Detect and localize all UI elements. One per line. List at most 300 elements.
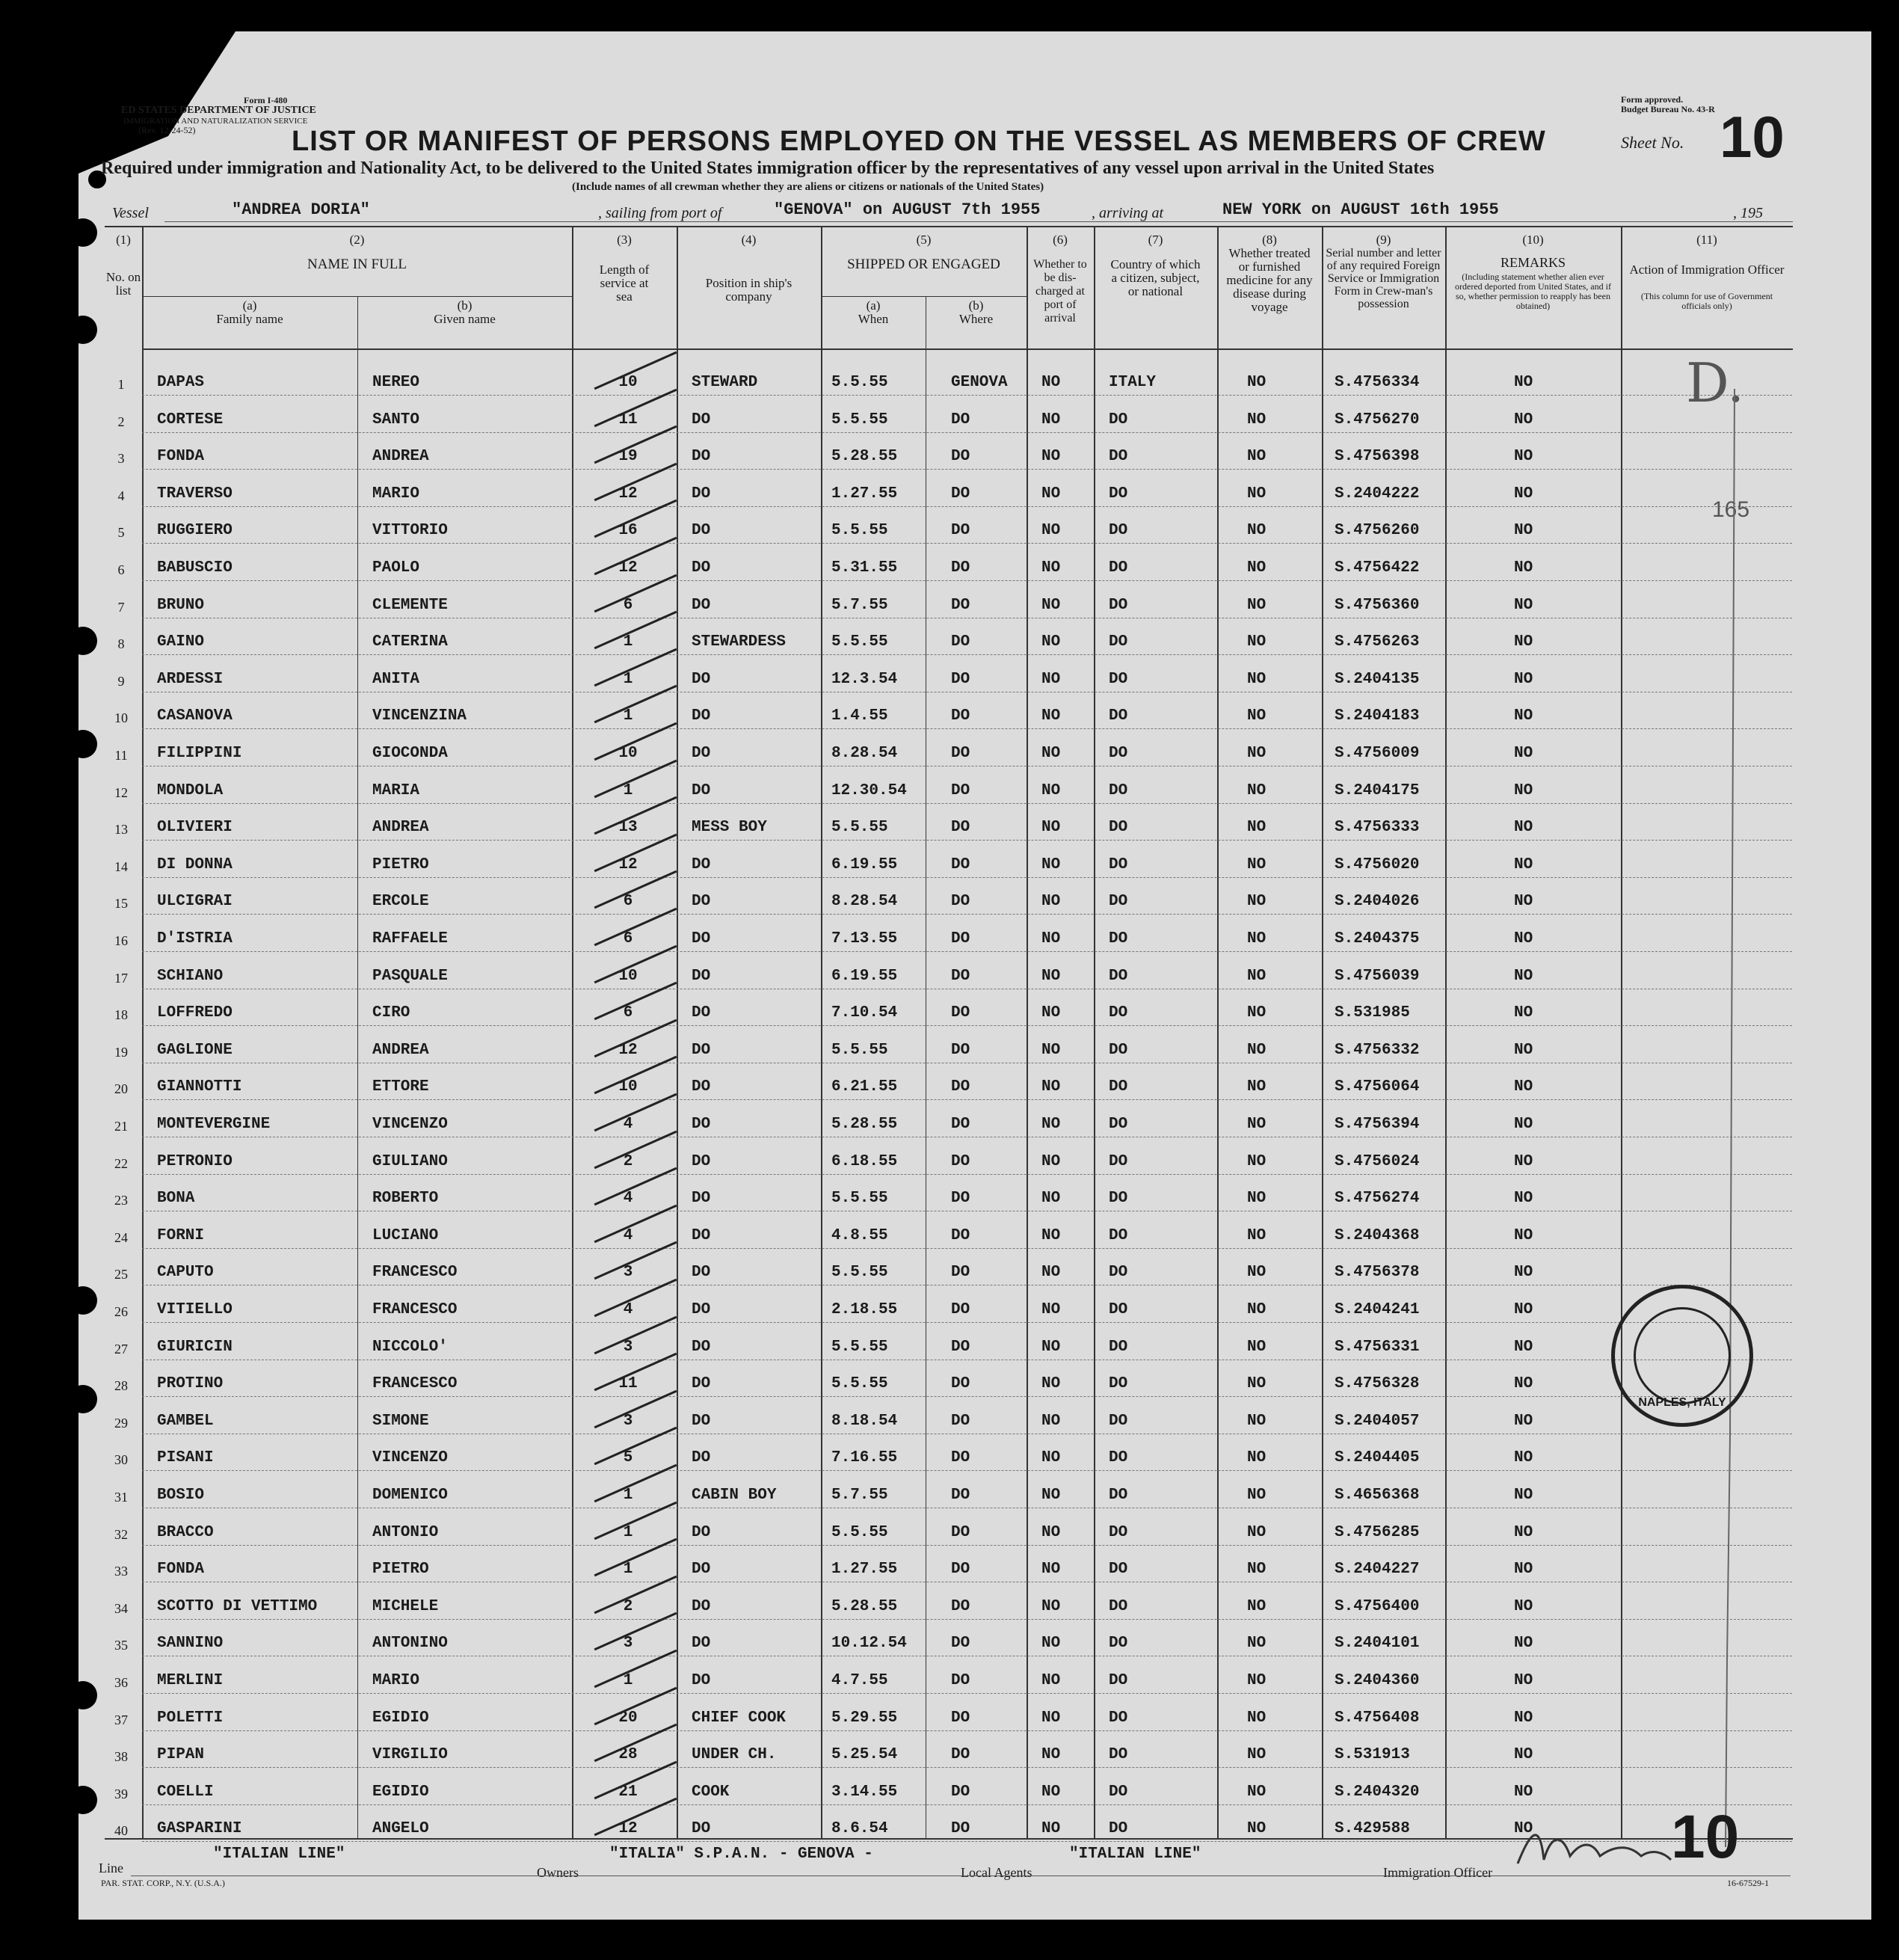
cell-years: 12 — [618, 1041, 638, 1059]
row-rule — [142, 728, 1792, 729]
cell-where: DO — [951, 411, 970, 428]
cell-years: 13 — [618, 819, 638, 837]
cell-position: MESS BOY — [692, 819, 767, 837]
cell-when: 8.28.54 — [831, 745, 898, 762]
agents-value: "ITALIAN LINE" — [1069, 1846, 1201, 1863]
cell-medicine: NO — [1247, 1635, 1266, 1653]
cell-where: DO — [951, 745, 970, 762]
col-divider — [572, 226, 573, 1838]
cell-family: SCHIANO — [157, 967, 224, 985]
cell-where: DO — [951, 1264, 970, 1282]
cell-given: ANTONIO — [372, 1523, 439, 1541]
cell-position: CABIN BOY — [692, 1487, 777, 1504]
row-rule — [142, 432, 1792, 433]
cell-when: 5.5.55 — [831, 1264, 888, 1282]
page-subtitle: Required under immigration and Nationality Act, to be delivered to the United States immigration officer by the representatives of any vessel upon arrival in the United States — [101, 159, 1435, 178]
cell-position: DO — [692, 1301, 711, 1318]
cell-medicine: NO — [1247, 1190, 1266, 1208]
cell-when: 5.29.55 — [831, 1709, 898, 1727]
cell-given: VITTORIO — [372, 522, 448, 540]
cell-position: DO — [692, 485, 711, 503]
cell-position: DO — [692, 1672, 711, 1689]
cell-when: 5.5.55 — [831, 1523, 888, 1541]
row-number: 27 — [114, 1341, 128, 1357]
cell-discharge: NO — [1041, 559, 1061, 577]
cell-discharge: NO — [1041, 1078, 1061, 1096]
cell-when: 5.7.55 — [831, 596, 888, 614]
cell-years: 1 — [623, 1487, 633, 1504]
row-number: 40 — [114, 1823, 128, 1839]
cell-country: DO — [1109, 819, 1128, 837]
cell-remarks: NO — [1514, 967, 1533, 985]
cell-family: FONDA — [157, 1561, 205, 1579]
col5b-heading: Where — [958, 312, 994, 326]
cell-family: BRACCO — [157, 1523, 214, 1541]
cell-given: EGIDIO — [372, 1783, 429, 1801]
cell-country: DO — [1109, 670, 1128, 688]
cell-position: DO — [692, 893, 711, 911]
cell-medicine: NO — [1247, 1338, 1266, 1356]
cell-medicine: NO — [1247, 1041, 1266, 1059]
cell-years: 1 — [623, 781, 633, 799]
cell-medicine: NO — [1247, 1375, 1266, 1393]
cell-medicine: NO — [1247, 1709, 1266, 1727]
cell-position: DO — [692, 448, 711, 466]
cell-remarks: NO — [1514, 855, 1533, 873]
cell-given: GIULIANO — [372, 1152, 448, 1170]
col11-number: (11) — [1696, 233, 1717, 247]
cell-discharge: NO — [1041, 855, 1061, 873]
cell-where: DO — [951, 448, 970, 466]
row-number: 32 — [114, 1526, 128, 1542]
immigration-stamp: NAPLES, ITALY — [1611, 1285, 1753, 1427]
cell-when: 6.19.55 — [831, 967, 898, 985]
cell-discharge: NO — [1041, 448, 1061, 466]
cell-where: DO — [951, 781, 970, 799]
cell-country: DO — [1109, 448, 1128, 466]
binder-hole — [69, 316, 97, 344]
cell-serial: S.2404368 — [1335, 1226, 1420, 1244]
cell-medicine: NO — [1247, 1820, 1266, 1838]
cell-where: DO — [951, 1152, 970, 1170]
cell-given: MARIO — [372, 485, 420, 503]
cell-medicine: NO — [1247, 1004, 1266, 1022]
cell-years: 4 — [623, 1190, 633, 1208]
cell-country: DO — [1109, 1264, 1128, 1282]
cell-years: 6 — [623, 596, 633, 614]
cell-where: DO — [951, 1041, 970, 1059]
cell-serial: S.4756408 — [1335, 1709, 1420, 1727]
cell-when: 10.12.54 — [831, 1635, 907, 1653]
cell-given: MARIA — [372, 781, 420, 799]
cell-given: ANDREA — [372, 448, 429, 466]
cell-family: GAINO — [157, 633, 205, 651]
margin-letter: D. — [1686, 351, 1745, 414]
row-number: 6 — [117, 562, 125, 577]
owners-value: "ITALIA" S.P.A.N. - GENOVA - — [609, 1846, 873, 1863]
cell-when: 5.5.55 — [831, 374, 888, 391]
cell-discharge: NO — [1041, 411, 1061, 428]
row-number: 35 — [114, 1638, 128, 1653]
cell-position: DO — [692, 1820, 711, 1838]
cell-remarks: NO — [1514, 1004, 1533, 1022]
cell-position: DO — [692, 411, 711, 428]
col2-heading: NAME IN FULL — [307, 256, 407, 272]
cell-family: SANNINO — [157, 1635, 224, 1653]
col-divider — [1621, 226, 1622, 1838]
cell-when: 5.5.55 — [831, 1338, 888, 1356]
col11-note: (This column for use of Government officials only) — [1640, 291, 1773, 311]
cell-years: 3 — [623, 1635, 633, 1653]
cell-given: ROBERTO — [372, 1190, 439, 1208]
cell-years: 10 — [618, 1078, 638, 1096]
cell-serial: S.4756394 — [1335, 1116, 1420, 1133]
cell-serial: S.4756020 — [1335, 855, 1420, 873]
cell-serial: S.531985 — [1335, 1004, 1410, 1022]
cell-medicine: NO — [1247, 707, 1266, 725]
cell-given: GIOCONDA — [372, 745, 448, 762]
cell-where: DO — [951, 1746, 970, 1764]
cell-country: DO — [1109, 1561, 1128, 1579]
cell-given: VINCENZO — [372, 1116, 448, 1133]
cell-position: DO — [692, 1597, 711, 1615]
cell-when: 6.18.55 — [831, 1152, 898, 1170]
cell-where: DO — [951, 930, 970, 947]
cell-years: 3 — [623, 1264, 633, 1282]
cell-family: MONDOLA — [157, 781, 224, 799]
cell-discharge: NO — [1041, 1152, 1061, 1170]
col-divider — [1445, 226, 1447, 1838]
cell-medicine: NO — [1247, 745, 1266, 762]
cell-when: 12.30.54 — [831, 781, 907, 799]
cell-given: LUCIANO — [372, 1226, 439, 1244]
cell-family: PETRONIO — [157, 1152, 233, 1170]
cell-position: DO — [692, 1449, 711, 1467]
cell-given: ETTORE — [372, 1078, 429, 1096]
col-divider — [1027, 226, 1028, 1838]
cell-serial: S.2404222 — [1335, 485, 1420, 503]
cell-position: DO — [692, 522, 711, 540]
cell-discharge: NO — [1041, 1412, 1061, 1430]
cell-when: 5.5.55 — [831, 411, 888, 428]
cell-family: FONDA — [157, 448, 205, 466]
cell-country: DO — [1109, 1597, 1128, 1615]
col5a-number: (a) — [866, 298, 881, 313]
row-number: 31 — [114, 1490, 128, 1505]
col-divider — [1094, 226, 1095, 1838]
owners-label: Owners — [537, 1865, 579, 1880]
cell-given: VIRGILIO — [372, 1746, 448, 1764]
row-number: 39 — [114, 1786, 128, 1801]
cell-serial: S.4756263 — [1335, 633, 1420, 651]
cell-position: DO — [692, 1190, 711, 1208]
cell-given: ERCOLE — [372, 893, 429, 911]
binder-hole — [69, 1286, 97, 1315]
arriving-label: , arriving at — [1092, 205, 1164, 221]
cell-medicine: NO — [1247, 1301, 1266, 1318]
cell-serial: S.4756064 — [1335, 1078, 1420, 1096]
cell-remarks: NO — [1514, 1635, 1533, 1653]
cell-years: 4 — [623, 1226, 633, 1244]
cell-where: DO — [951, 855, 970, 873]
cell-family: PROTINO — [157, 1375, 224, 1393]
cell-serial: S.2404227 — [1335, 1561, 1420, 1579]
col10-note: (Including statement whether alien ever ordered deported from United States, and if so, whether permission to reapply has been obtained) — [1455, 271, 1611, 311]
sailing-label: , sailing from port of — [598, 205, 722, 221]
cell-remarks: NO — [1514, 670, 1533, 688]
voyage-underline — [164, 221, 1793, 222]
cell-country: DO — [1109, 559, 1128, 577]
cell-position: DO — [692, 1004, 711, 1022]
row-rule — [142, 951, 1792, 952]
row-number: 20 — [114, 1081, 128, 1097]
cell-where: DO — [951, 1672, 970, 1689]
cell-family: GAGLIONE — [157, 1041, 233, 1059]
row-number: 38 — [114, 1749, 128, 1765]
cell-medicine: NO — [1247, 893, 1266, 911]
cell-years: 6 — [623, 893, 633, 911]
binder-hole — [69, 1786, 97, 1814]
col4-heading: Position in ship's company — [705, 276, 792, 304]
row-number: 12 — [114, 784, 128, 800]
cell-family: ULCIGRAI — [157, 893, 233, 911]
cell-discharge: NO — [1041, 1820, 1061, 1838]
cell-country: DO — [1109, 855, 1128, 873]
cell-where: DO — [951, 633, 970, 651]
cell-discharge: NO — [1041, 707, 1061, 725]
row-number: 10 — [114, 710, 128, 726]
cell-family: MERLINI — [157, 1672, 224, 1689]
cell-position: DO — [692, 559, 711, 577]
cell-discharge: NO — [1041, 1116, 1061, 1133]
cell-discharge: NO — [1041, 967, 1061, 985]
col10-heading: REMARKS — [1500, 255, 1566, 270]
cell-serial: S.2404101 — [1335, 1635, 1420, 1653]
row-number: 11 — [114, 748, 128, 763]
row-rule — [142, 1470, 1792, 1471]
cell-given: CLEMENTE — [372, 596, 448, 614]
cell-medicine: NO — [1247, 1152, 1266, 1170]
cell-country: DO — [1109, 1301, 1128, 1318]
cell-country: DO — [1109, 1820, 1128, 1838]
cell-years: 12 — [618, 559, 638, 577]
row-rule — [142, 654, 1792, 655]
cell-family: BONA — [157, 1190, 195, 1208]
cell-serial: S.2404057 — [1335, 1412, 1420, 1430]
cell-medicine: NO — [1247, 633, 1266, 651]
col5b-number: (b) — [968, 298, 984, 313]
row-number: 24 — [114, 1229, 128, 1245]
cell-country: DO — [1109, 930, 1128, 947]
row-number: 21 — [114, 1119, 128, 1134]
cell-years: 2 — [623, 1597, 633, 1615]
cell-remarks: NO — [1514, 374, 1533, 391]
row-number: 9 — [117, 673, 125, 689]
cell-serial: S.4756270 — [1335, 411, 1420, 428]
cell-years: 12 — [618, 855, 638, 873]
row-number: 13 — [114, 822, 128, 838]
cell-given: SANTO — [372, 411, 420, 428]
cell-years: 11 — [618, 411, 638, 428]
bottom-sheet-number: 10 — [1671, 1803, 1740, 1871]
cell-serial: S.4756400 — [1335, 1597, 1420, 1615]
row-number: 14 — [114, 858, 128, 874]
col5a-heading: When — [858, 312, 889, 326]
cell-remarks: NO — [1514, 1597, 1533, 1615]
cell-country: DO — [1109, 1375, 1128, 1393]
row-number: 28 — [114, 1378, 128, 1394]
cell-years: 2 — [623, 1152, 633, 1170]
cell-years: 10 — [618, 967, 638, 985]
cell-years: 4 — [623, 1301, 633, 1318]
row-number: 33 — [114, 1564, 128, 1579]
cell-medicine: NO — [1247, 1226, 1266, 1244]
cell-country: DO — [1109, 893, 1128, 911]
row-rule — [142, 1545, 1792, 1546]
cell-serial: S.4656368 — [1335, 1487, 1420, 1504]
cell-country: DO — [1109, 1190, 1128, 1208]
cell-remarks: NO — [1514, 1264, 1533, 1282]
cell-when: 5.5.55 — [831, 522, 888, 540]
cell-where: DO — [951, 596, 970, 614]
cell-when: 5.5.55 — [831, 633, 888, 651]
cell-discharge: NO — [1041, 1041, 1061, 1059]
cell-position: DO — [692, 1078, 711, 1096]
cell-family: GAMBEL — [157, 1412, 214, 1430]
row-rule — [142, 840, 1792, 841]
row-number: 1 — [117, 377, 125, 392]
cell-discharge: NO — [1041, 1338, 1061, 1356]
cell-discharge: NO — [1041, 1487, 1061, 1504]
row-rule — [142, 1730, 1792, 1731]
cell-remarks: NO — [1514, 745, 1533, 762]
cell-given: FRANCESCO — [372, 1375, 458, 1393]
cell-remarks: NO — [1514, 1116, 1533, 1133]
cell-years: 4 — [623, 1116, 633, 1133]
row-number: 19 — [114, 1044, 128, 1060]
cell-family: D'ISTRIA — [157, 930, 233, 947]
cell-when: 7.16.55 — [831, 1449, 898, 1467]
cell-serial: S.4756332 — [1335, 1041, 1420, 1059]
cell-remarks: NO — [1514, 707, 1533, 725]
cell-serial: S.429588 — [1335, 1820, 1410, 1838]
row-rule — [142, 766, 1792, 767]
cell-medicine: NO — [1247, 1264, 1266, 1282]
cell-country: DO — [1109, 1116, 1128, 1133]
cell-medicine: NO — [1247, 1783, 1266, 1801]
col-divider — [357, 296, 358, 1838]
vessel-name: "ANDREA DORIA" — [232, 200, 370, 219]
cell-medicine: NO — [1247, 374, 1266, 391]
cell-when: 1.27.55 — [831, 1561, 898, 1579]
row-rule — [142, 395, 1792, 396]
cell-country: DO — [1109, 1004, 1128, 1022]
cell-discharge: NO — [1041, 1226, 1061, 1244]
cell-position: STEWARDESS — [692, 633, 787, 651]
cell-family: DI DONNA — [157, 855, 233, 873]
cell-medicine: NO — [1247, 485, 1266, 503]
cell-medicine: NO — [1247, 1078, 1266, 1096]
cell-position: DO — [692, 596, 711, 614]
cell-when: 5.28.55 — [831, 1116, 898, 1133]
cell-remarks: NO — [1514, 893, 1533, 911]
cell-years: 1 — [623, 670, 633, 688]
row-number: 8 — [117, 636, 125, 652]
cell-family: GIURICIN — [157, 1338, 233, 1356]
cell-position: COOK — [692, 1783, 730, 1801]
cell-position: DO — [692, 670, 711, 688]
cell-when: 5.5.55 — [831, 1190, 888, 1208]
cell-discharge: NO — [1041, 1597, 1061, 1615]
col1-number: (1) — [116, 233, 131, 247]
cell-family: GASPARINI — [157, 1820, 242, 1838]
cell-when: 7.10.54 — [831, 1004, 898, 1022]
cell-years: 3 — [623, 1412, 633, 1430]
row-number: 30 — [114, 1452, 128, 1468]
cell-serial: S.4756328 — [1335, 1375, 1420, 1393]
cell-discharge: NO — [1041, 1523, 1061, 1541]
col2b-heading: Given name — [434, 312, 496, 326]
cell-serial: S.2404175 — [1335, 781, 1420, 799]
cell-given: ANTONINO — [372, 1635, 448, 1653]
cell-country: DO — [1109, 1412, 1128, 1430]
cell-remarks: NO — [1514, 1338, 1533, 1356]
col9-heading: Serial number and letter of any required Foreign Service or Immigration Form in Crew-man's possession — [1326, 247, 1441, 310]
cell-given: NICCOLO' — [372, 1338, 448, 1356]
cell-serial: S.4756331 — [1335, 1338, 1420, 1356]
cell-family: BRUNO — [157, 596, 205, 614]
cell-where: DO — [951, 1597, 970, 1615]
cell-position: DO — [692, 707, 711, 725]
binder-hole — [69, 1681, 97, 1709]
cell-serial: S.531913 — [1335, 1746, 1410, 1764]
department: ED STATES DEPARTMENT OF JUSTICE — [121, 105, 316, 116]
cell-country: DO — [1109, 707, 1128, 725]
cell-when: 5.5.55 — [831, 1375, 888, 1393]
cell-remarks: NO — [1514, 485, 1533, 503]
row-rule — [142, 1804, 1792, 1805]
cell-given: EGIDIO — [372, 1709, 429, 1727]
cell-country: ITALY — [1109, 374, 1157, 391]
cell-years: 1 — [623, 707, 633, 725]
cell-family: ARDESSI — [157, 670, 224, 688]
cell-when: 4.7.55 — [831, 1672, 888, 1689]
year-suffix: , 195 — [1733, 205, 1763, 221]
cell-medicine: NO — [1247, 1672, 1266, 1689]
col6-heading: Whether to be dis-charged at port of arrival — [1033, 258, 1087, 325]
cell-years: 1 — [623, 1523, 633, 1541]
cell-where: DO — [951, 1412, 970, 1430]
cell-remarks: NO — [1514, 633, 1533, 651]
cell-position: DO — [692, 1041, 711, 1059]
cell-where: DO — [951, 819, 970, 837]
cell-position: STEWARD — [692, 374, 758, 391]
cell-where: DO — [951, 707, 970, 725]
row-rule — [142, 1396, 1792, 1397]
include-note: (Include names of all crewman whether they are aliens or citizens or nationals of the United States) — [572, 181, 1044, 193]
cell-remarks: NO — [1514, 596, 1533, 614]
cell-years: 21 — [618, 1783, 638, 1801]
margin-number: 165 — [1712, 497, 1750, 522]
cell-serial: S.4756024 — [1335, 1152, 1420, 1170]
cell-years: 16 — [618, 522, 638, 540]
cell-discharge: NO — [1041, 1301, 1061, 1318]
col7-number: (7) — [1148, 233, 1163, 247]
cell-medicine: NO — [1247, 1487, 1266, 1504]
row-rule — [142, 580, 1792, 581]
sheet-number: 10 — [1720, 104, 1785, 170]
cell-when: 5.7.55 — [831, 1487, 888, 1504]
